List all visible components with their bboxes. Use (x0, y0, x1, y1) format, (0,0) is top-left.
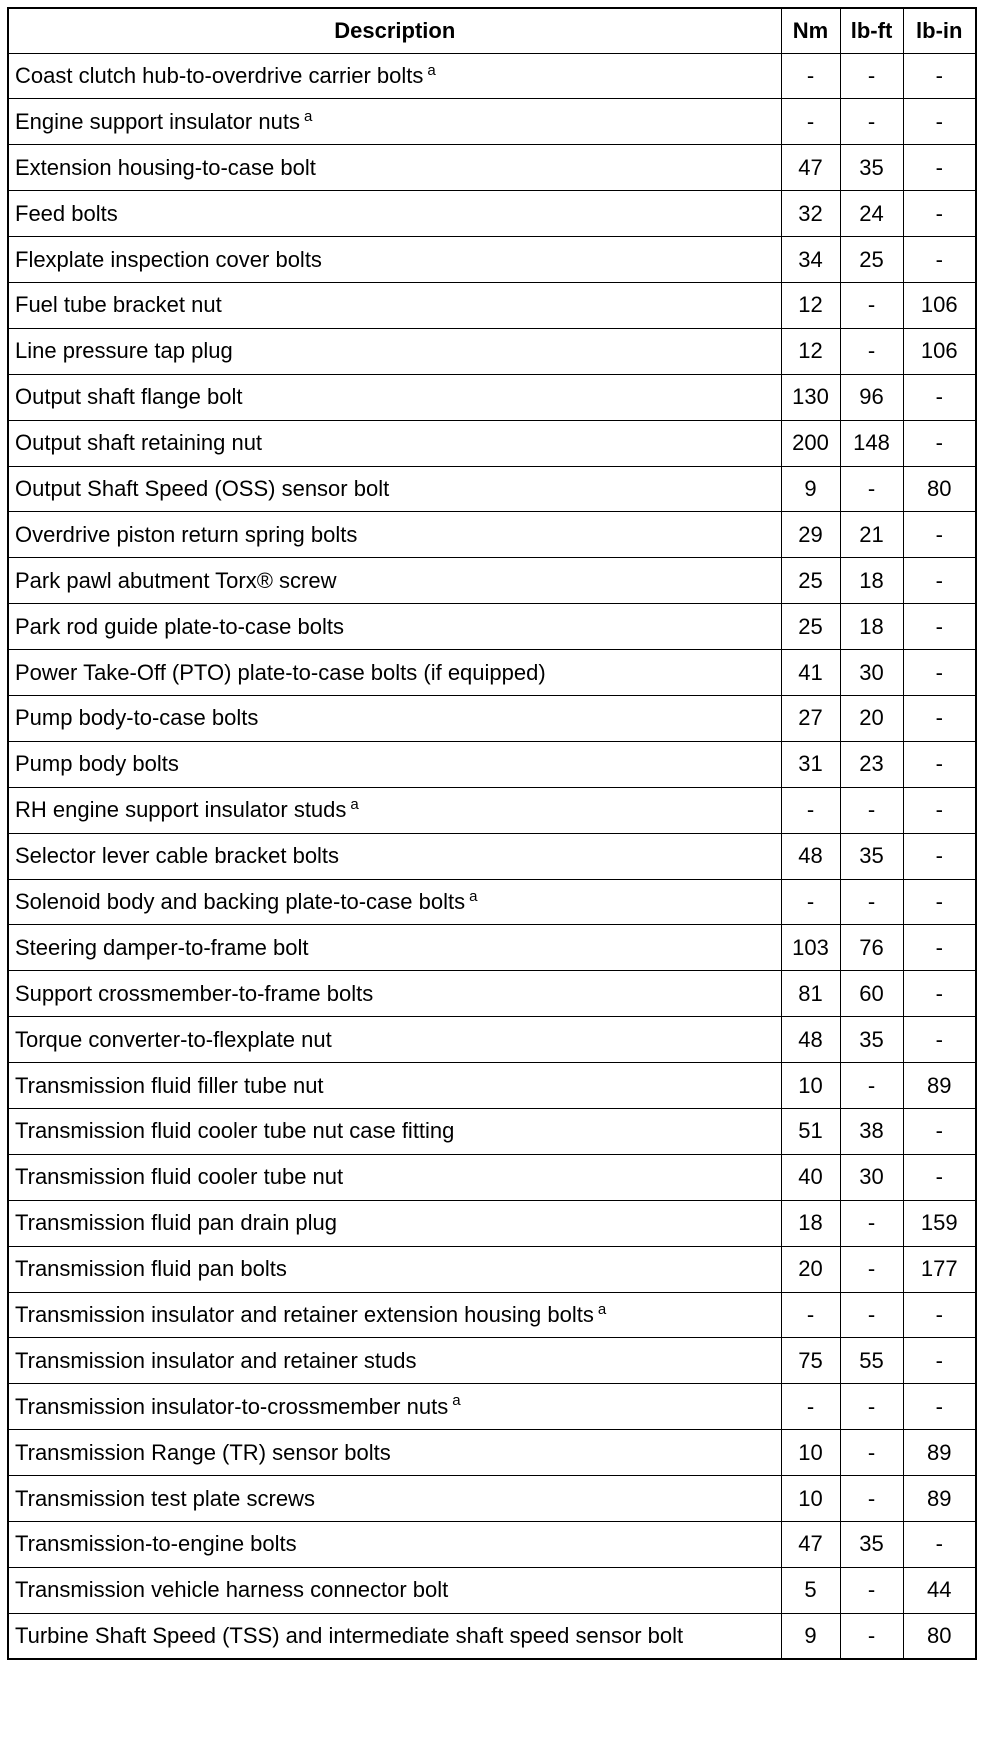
lbft-cell: - (840, 1384, 903, 1430)
lbin-cell: - (903, 879, 976, 925)
lbft-cell: 23 (840, 741, 903, 787)
description-cell (8, 1567, 781, 1613)
lbft-cell: 35 (840, 833, 903, 879)
lbin-cell: - (903, 1017, 976, 1063)
table-row (8, 695, 976, 741)
table-row (8, 374, 976, 420)
lbft-cell: 30 (840, 650, 903, 696)
description-text: Transmission insulator and retainer studs (15, 1347, 417, 1373)
lbft-cell: 24 (840, 191, 903, 237)
description-cell (8, 695, 781, 741)
description-text: Overdrive piston return spring bolts (15, 521, 358, 547)
lbin-cell: 80 (903, 1613, 976, 1659)
description-text: Transmission fluid cooler tube nut (15, 1164, 344, 1190)
description-text: Solenoid body and backing plate-to-case bolts (15, 888, 466, 914)
table-row (8, 99, 976, 145)
footnote-marker: a (350, 795, 359, 813)
lbin-cell: 106 (903, 282, 976, 328)
lbft-cell: - (840, 879, 903, 925)
description-text: Park rod guide plate-to-case bolts (15, 613, 344, 639)
header-lbft: lb-ft (840, 8, 903, 53)
table-row (8, 558, 976, 604)
description-text: Pump body-to-case bolts (15, 705, 259, 731)
description-text: Transmission fluid pan drain plug (15, 1210, 338, 1236)
description-text: Torque converter-to-flexplate nut (15, 1026, 332, 1052)
nm-cell: 25 (781, 558, 840, 604)
description-cell (8, 145, 781, 191)
lbft-cell: 76 (840, 925, 903, 971)
lbin-cell: - (903, 925, 976, 971)
description-cell (8, 1384, 781, 1430)
table-row (8, 1384, 976, 1430)
lbft-cell: 35 (840, 1017, 903, 1063)
nm-cell: 41 (781, 650, 840, 696)
nm-cell: 12 (781, 328, 840, 374)
footnote-marker: a (303, 107, 313, 125)
table-row (8, 512, 976, 558)
lbft-cell: 60 (840, 971, 903, 1017)
lbin-cell: - (903, 1292, 976, 1338)
description-cell (8, 1292, 781, 1338)
description-cell (8, 1613, 781, 1659)
table-row (8, 1154, 976, 1200)
description-text: Transmission fluid cooler tube nut case fitting (15, 1118, 455, 1144)
table-row (8, 1246, 976, 1292)
description-cell (8, 237, 781, 283)
nm-cell: 48 (781, 1017, 840, 1063)
description-text: Transmission insulator and retainer extension housing bolts (15, 1301, 594, 1327)
description-text: Park pawl abutment Torx® screw (15, 567, 337, 593)
description-cell (8, 328, 781, 374)
lbft-cell: - (840, 1246, 903, 1292)
description-cell (8, 512, 781, 558)
lbft-cell: - (840, 1613, 903, 1659)
description-text: Steering damper-to-frame bolt (15, 934, 309, 960)
nm-cell: 47 (781, 145, 840, 191)
nm-cell: 10 (781, 1430, 840, 1476)
lbft-cell: - (840, 466, 903, 512)
header-nm: Nm (781, 8, 840, 53)
description-text: Line pressure tap plug (15, 338, 233, 364)
lbin-cell: - (903, 695, 976, 741)
description-cell (8, 1063, 781, 1109)
nm-cell: - (781, 1292, 840, 1338)
lbft-cell: - (840, 1063, 903, 1109)
description-text: Selector lever cable bracket bolts (15, 843, 340, 869)
lbft-cell: - (840, 282, 903, 328)
description-text: Feed bolts (15, 200, 118, 226)
lbft-cell: - (840, 1430, 903, 1476)
table-row (8, 1200, 976, 1246)
description-cell (8, 374, 781, 420)
lbin-cell: 89 (903, 1476, 976, 1522)
nm-cell: - (781, 1384, 840, 1430)
description-text: Coast clutch hub-to-overdrive carrier bolts (15, 62, 424, 88)
nm-cell: - (781, 879, 840, 925)
description-text: Transmission Range (TR) sensor bolts (15, 1439, 391, 1465)
header-description: Description (8, 8, 781, 53)
description-cell (8, 971, 781, 1017)
lbft-cell: 30 (840, 1154, 903, 1200)
description-text: Transmission fluid pan bolts (15, 1256, 287, 1282)
nm-cell: 48 (781, 833, 840, 879)
description-cell (8, 833, 781, 879)
table-row (8, 53, 976, 99)
lbin-cell: 106 (903, 328, 976, 374)
lbin-cell: 159 (903, 1200, 976, 1246)
table-row (8, 1522, 976, 1568)
nm-cell: 12 (781, 282, 840, 328)
description-text: Extension housing-to-case bolt (15, 154, 316, 180)
lbin-cell: - (903, 374, 976, 420)
description-text: Transmission-to-engine bolts (15, 1531, 297, 1557)
nm-cell: 10 (781, 1476, 840, 1522)
lbft-cell: 96 (840, 374, 903, 420)
description-text: Power Take-Off (PTO) plate-to-case bolts (if equipped) (15, 659, 546, 685)
description-text: Transmission vehicle harness connector bolt (15, 1577, 449, 1603)
nm-cell: - (781, 53, 840, 99)
lbin-cell: - (903, 604, 976, 650)
table-row (8, 604, 976, 650)
description-text: Output shaft retaining nut (15, 430, 263, 456)
lbft-cell: - (840, 53, 903, 99)
description-cell (8, 604, 781, 650)
table-row (8, 1476, 976, 1522)
nm-cell: 40 (781, 1154, 840, 1200)
table-row (8, 650, 976, 696)
lbin-cell: 44 (903, 1567, 976, 1613)
description-cell (8, 879, 781, 925)
table-row (8, 420, 976, 466)
description-cell (8, 1476, 781, 1522)
description-text: Fuel tube bracket nut (15, 292, 222, 318)
lbin-cell: - (903, 650, 976, 696)
nm-cell: 5 (781, 1567, 840, 1613)
lbin-cell: - (903, 420, 976, 466)
description-text: Output Shaft Speed (OSS) sensor bolt (15, 475, 390, 501)
footnote-marker: a (427, 61, 436, 79)
lbft-cell: 18 (840, 604, 903, 650)
lbin-cell: - (903, 1384, 976, 1430)
torque-spec-table (7, 7, 977, 1660)
table-row (8, 925, 976, 971)
lbft-cell: - (840, 1200, 903, 1246)
lbin-cell: 89 (903, 1430, 976, 1476)
description-text: Flexplate inspection cover bolts (15, 246, 322, 272)
nm-cell: 34 (781, 237, 840, 283)
lbft-cell: 18 (840, 558, 903, 604)
table-row (8, 1017, 976, 1063)
lbin-cell: - (903, 145, 976, 191)
lbin-cell: - (903, 1522, 976, 1568)
lbft-cell: 25 (840, 237, 903, 283)
nm-cell: 29 (781, 512, 840, 558)
footnote-marker: a (452, 1392, 461, 1410)
table-row (8, 1292, 976, 1338)
lbin-cell: - (903, 558, 976, 604)
description-cell (8, 1154, 781, 1200)
table-row (8, 191, 976, 237)
description-cell (8, 1522, 781, 1568)
description-cell (8, 191, 781, 237)
table-row (8, 1613, 976, 1659)
lbin-cell: - (903, 512, 976, 558)
nm-cell: 27 (781, 695, 840, 741)
nm-cell: 200 (781, 420, 840, 466)
description-cell (8, 650, 781, 696)
description-text: Output shaft flange bolt (15, 384, 243, 410)
description-cell (8, 1017, 781, 1063)
description-cell (8, 925, 781, 971)
lbin-cell: 89 (903, 1063, 976, 1109)
description-text: Transmission fluid filler tube nut (15, 1072, 324, 1098)
lbft-cell: 35 (840, 1522, 903, 1568)
description-cell (8, 558, 781, 604)
table-row (8, 1338, 976, 1384)
table-row (8, 1063, 976, 1109)
description-cell (8, 1200, 781, 1246)
nm-cell: 75 (781, 1338, 840, 1384)
nm-cell: 130 (781, 374, 840, 420)
nm-cell: - (781, 99, 840, 145)
lbin-cell: - (903, 191, 976, 237)
description-text: Transmission insulator-to-crossmember nuts (15, 1393, 449, 1419)
description-cell (8, 420, 781, 466)
description-cell (8, 1338, 781, 1384)
table-row (8, 466, 976, 512)
nm-cell: 20 (781, 1246, 840, 1292)
table-row (8, 787, 976, 833)
description-cell (8, 1430, 781, 1476)
lbft-cell: 21 (840, 512, 903, 558)
description-cell (8, 466, 781, 512)
lbin-cell: - (903, 237, 976, 283)
nm-cell: 51 (781, 1108, 840, 1154)
footnote-marker: a (597, 1300, 607, 1318)
nm-cell: - (781, 787, 840, 833)
lbft-cell: - (840, 1567, 903, 1613)
description-cell (8, 741, 781, 787)
description-text: Support crossmember-to-frame bolts (15, 980, 374, 1006)
footnote-marker: a (469, 887, 478, 905)
nm-cell: 9 (781, 466, 840, 512)
table-row (8, 1430, 976, 1476)
lbin-cell: - (903, 971, 976, 1017)
lbin-cell: - (903, 53, 976, 99)
lbft-cell: - (840, 99, 903, 145)
table-header (8, 8, 976, 53)
table-row (8, 1567, 976, 1613)
table-row (8, 833, 976, 879)
lbin-cell: - (903, 1338, 976, 1384)
description-text: Transmission test plate screws (15, 1485, 315, 1511)
nm-cell: 47 (781, 1522, 840, 1568)
table-row (8, 282, 976, 328)
table-row (8, 237, 976, 283)
table-row (8, 971, 976, 1017)
nm-cell: 18 (781, 1200, 840, 1246)
lbft-cell: - (840, 1476, 903, 1522)
lbft-cell: 38 (840, 1108, 903, 1154)
description-text: Turbine Shaft Speed (TSS) and intermediate shaft speed sensor bolt (15, 1622, 684, 1648)
description-cell (8, 99, 781, 145)
description-cell (8, 1108, 781, 1154)
table-row (8, 1108, 976, 1154)
description-text: RH engine support insulator studs (15, 797, 347, 823)
lbin-cell: - (903, 741, 976, 787)
nm-cell: 32 (781, 191, 840, 237)
lbft-cell: - (840, 1292, 903, 1338)
table-body (8, 53, 976, 1659)
lbft-cell: - (840, 787, 903, 833)
lbin-cell: 80 (903, 466, 976, 512)
lbft-cell: 35 (840, 145, 903, 191)
table-row (8, 741, 976, 787)
nm-cell: 9 (781, 1613, 840, 1659)
table-row (8, 879, 976, 925)
table-row (8, 145, 976, 191)
lbin-cell: - (903, 99, 976, 145)
description-text: Engine support insulator nuts (15, 108, 300, 134)
lbft-cell: 55 (840, 1338, 903, 1384)
lbft-cell: 148 (840, 420, 903, 466)
description-text: Pump body bolts (15, 751, 179, 777)
lbin-cell: - (903, 1154, 976, 1200)
nm-cell: 81 (781, 971, 840, 1017)
nm-cell: 31 (781, 741, 840, 787)
lbft-cell: - (840, 328, 903, 374)
description-cell (8, 787, 781, 833)
description-cell (8, 1246, 781, 1292)
lbin-cell: - (903, 787, 976, 833)
table-row (8, 328, 976, 374)
lbin-cell: 177 (903, 1246, 976, 1292)
nm-cell: 25 (781, 604, 840, 650)
lbft-cell: 20 (840, 695, 903, 741)
description-cell (8, 53, 781, 99)
nm-cell: 103 (781, 925, 840, 971)
header-lbin: lb-in (903, 8, 976, 53)
lbin-cell: - (903, 833, 976, 879)
description-cell (8, 282, 781, 328)
header-row (8, 8, 976, 53)
lbin-cell: - (903, 1108, 976, 1154)
nm-cell: 10 (781, 1063, 840, 1109)
